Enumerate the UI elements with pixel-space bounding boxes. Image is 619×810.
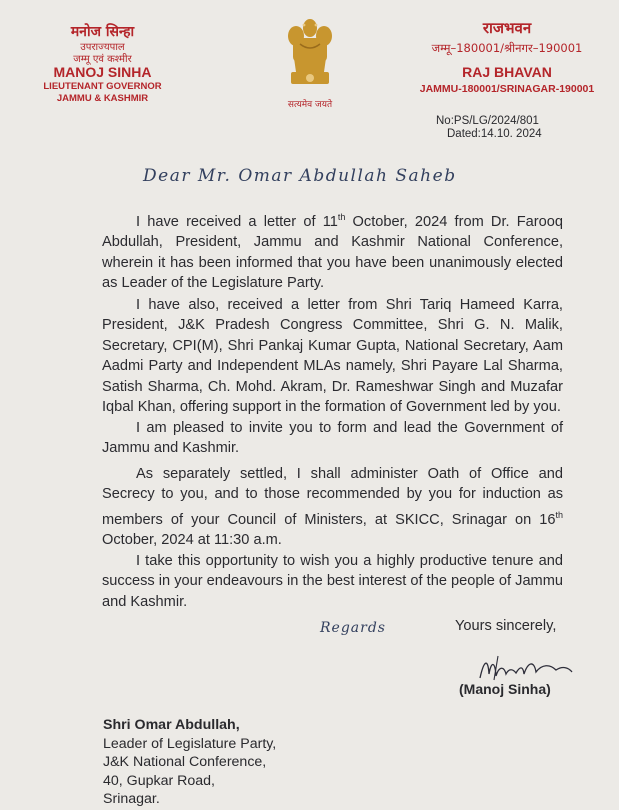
rajbhavan-hindi-place: जम्मू–180001/श्रीनगर–190001 [431,41,583,55]
emblem-motto: सत्यमेव जयते [287,100,333,110]
paragraph-5: I take this opportunity to wish you a highly productive tenure and success in your endeavours in the best interest of the people of Jammu and Kashmir. [102,553,563,610]
address-line-1: Shri Omar Abdullah, [103,717,240,733]
paragraph-1: I have received a letter of 11th October, 2024 from Dr. Farooq Abdullah, President, Jammu and Kashmir National Conference, wherein it has been informed that you have been unanimously elected as Leader of the Legislature Party. [102,212,563,292]
national-emblem-icon [280,14,340,98]
lg-name: MANOJ SINHA [53,64,152,80]
lg-place: JAMMU & KASHMIR [56,93,149,104]
rajbhavan-hindi: राजभवन [482,19,532,37]
lg-title: LIEUTENANT GOVERNOR [43,81,162,92]
signatory-name: (Manoj Sinha) [459,681,551,697]
salutation: Dear Mr. Omar Abdullah Saheb [143,166,457,186]
yours-sincerely: Yours sincerely, [455,618,557,634]
paragraph-2: I have also, received a letter from Shri Tariq Hameed Karra, President, J&K Pradesh Congress Committee, Shri G. N. Malik, Secretary, CPI(M), Shri Pankaj Kumar Gupta, National Secretary, Aam Aadmi Party and Independent MLAs namely, Shri Payare Lal Sharma, Satish Sharma, Ch. Mohd. Akram, Dr. Rameshwar Singh and Muzafar Iqbal Khan, offering support in the formation of Government led by you. [102,297,563,416]
ref-date: Dated:14.10. 2024 [447,128,542,140]
paragraph-3: I am pleased to invite you to form and lead the Government of Jammu and Kashmir. [102,420,563,457]
address-line-2: Leader of Legislature Party, [103,736,277,752]
rajbhavan-name: RAJ BHAVAN [462,64,552,80]
handwritten-regards: Regards [320,620,386,636]
address-line-3: J&K National Conference, [103,754,267,770]
address-line-4: 40, Gupkar Road, [103,773,215,789]
lg-hindi-title: उपराज्यपाल [80,42,125,53]
address-line-5: Srinagar. [103,791,160,807]
paragraph-4: As separately settled, I shall administer Oath of Office and Secrecy to you, and to those recommended by you for induction as members of your Council of Ministers, at SKICC, Srinagar on 16th October, 2024 at 11:30 a.m. [102,466,563,549]
ref-number: No:PS/LG/2024/801 [436,115,539,127]
rajbhavan-place: JAMMU-180001/SRINAGAR-190001 [419,83,595,95]
lg-hindi-name: मनोज सिन्हा [70,24,135,40]
lg-hindi-place: जम्मू एवं कश्मीर [73,54,132,65]
